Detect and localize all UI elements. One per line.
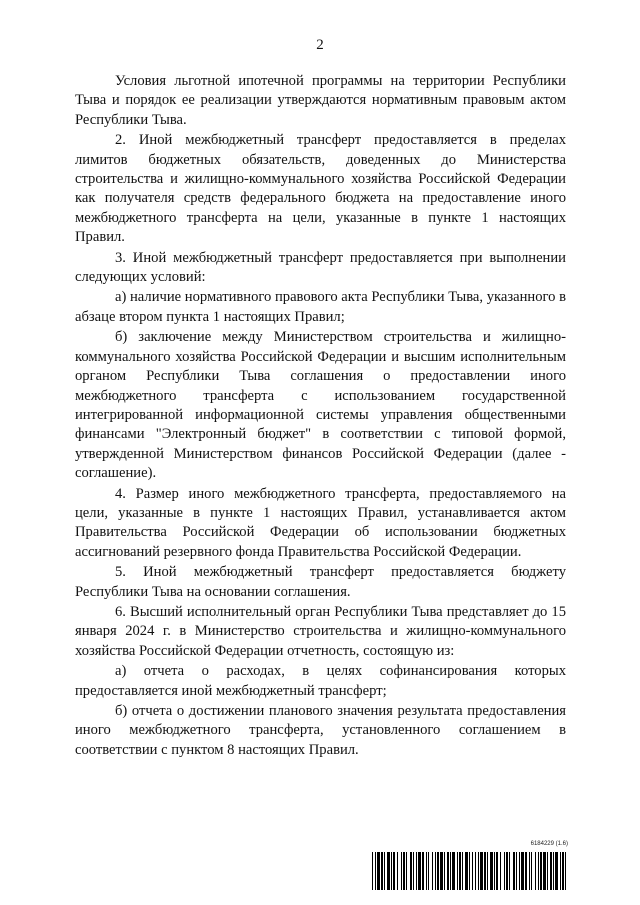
paragraph-item-3: 3. Иной межбюджетный трансферт предоставляется при выполнении следующих условий: xyxy=(75,249,566,286)
paragraph-mortgage-conditions: Условия льготной ипотечной программы на территории Республики Тыва и порядок ее реализации утверждаются нормативным правовым актом Республики Тыва. xyxy=(75,73,566,128)
paragraph-item-6b: б) отчета о достижении планового значения результата предоставления иного межбюджетного трансферта, установленного соглашением в соответствии с пунктом 8 настоящих Правил. xyxy=(75,703,566,758)
barcode-icon xyxy=(372,852,568,890)
paragraph-item-3a: а) наличие нормативного правового акта Республики Тыва, указанного в абзаце втором пункта 1 настоящих Правил; xyxy=(75,289,566,325)
paragraph-item-6a: а) отчета о расходах, в целях софинансирования которых предоставляется иной межбюджетный трансферт; xyxy=(75,663,566,699)
paragraph-item-3b: б) заключение между Министерством строительства и жилищно-коммунального хозяйства Российской Федерации и высшим исполнительным органом Республики Тыва соглашения о предоставлении иного межбюджетного трансферта с использованием государственной интегрированной информационной системы управления общественными финансами "Электронный бюджет" в соответствии с типовой формой, утвержденной Министерством финансов Российской Федерации (далее - соглашение). xyxy=(75,329,566,482)
document-barcode xyxy=(372,840,568,892)
paragraph-item-6: 6. Высший исполнительный орган Республики Тыва представляет до 15 января 2024 г. в Министерство строительства и жилищно-коммунального хозяйства Российской Федерации отчетность, состоящую из: xyxy=(75,603,566,659)
page-number: 2 xyxy=(316,37,324,53)
paragraph-item-5: 5. Иной межбюджетный трансферт предоставляется бюджету Республики Тыва на основании соглашения. xyxy=(75,564,566,600)
document-body xyxy=(75,72,566,760)
paragraph-item-2: 2. Иной межбюджетный трансферт предоставляется в пределах лимитов бюджетных обязательств, доведенных до Министерства строительства и жилищно-коммунального хозяйства Российской Федерации как получателя средств федерального бюджета на предоставление иного межбюджетного трансферта на цели, указанные в пункте 1 настоящих Правил. xyxy=(75,132,566,246)
paragraph-item-4: 4. Размер иного межбюджетного трансферта, предоставляемого на цели, указанные в пункте 1 настоящих Правил, устанавливается актом Правительства Российской Федерации об использовании бюджетных ассигнований резервного фонда Правительства Российской Федерации. xyxy=(75,485,566,560)
barcode-code: 6184229 (1.6) xyxy=(530,841,568,847)
